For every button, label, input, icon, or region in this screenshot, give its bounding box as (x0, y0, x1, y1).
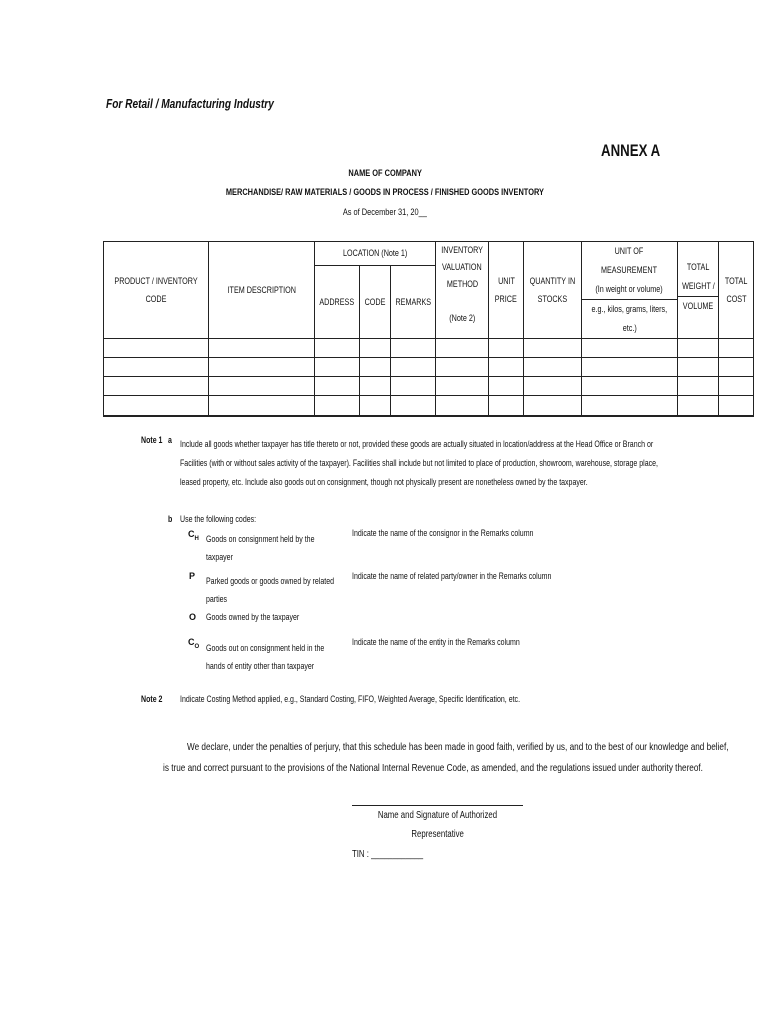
code-p-desc: Parked goods or goods owned by related parties (206, 576, 335, 604)
table-cell[interactable] (489, 377, 524, 396)
code-o: O (189, 612, 197, 622)
table-cell[interactable] (436, 339, 489, 358)
table-cell[interactable] (390, 339, 436, 358)
table-cell[interactable] (315, 339, 360, 358)
signature-caption1: Name and Signature of Authorized (377, 810, 498, 821)
code-p: P (189, 571, 196, 581)
header-location: LOCATION (Note 1) (315, 242, 436, 266)
code-co-instruction: Indicate the name of the entity in the Remarks column (352, 637, 520, 647)
note1-b-intro: Use the following codes: (180, 514, 257, 524)
table-cell[interactable] (359, 377, 390, 396)
header-unit-of-measurement: UNIT OF MEASUREMENT (In weight or volume) e.g., kilos, grams, liters, etc.) (582, 242, 678, 339)
table-cell[interactable] (390, 358, 436, 377)
note1-a-text: Include all goods whether taxpayer has title thereto or not, provided these goods are actually situated in location/address at the Head Office or Branch or Facilities (with or without sales activity of the taxpayer). Facilities shall include but not limited to place of production, showroom, warehouse, storage place, leased property, etc. Include also goods out on consignment, though not physically present are nonetheless owned by the taxpayer. (180, 439, 658, 487)
table-cell[interactable] (359, 358, 390, 377)
table-cell[interactable] (677, 396, 719, 416)
table-cell[interactable] (209, 377, 315, 396)
table-cell[interactable] (489, 396, 524, 416)
table-cell[interactable] (677, 339, 719, 358)
code-o-desc: Goods owned by the taxpayer (206, 612, 300, 622)
table-cell[interactable] (524, 339, 582, 358)
table-row (104, 339, 754, 358)
code-ch-instruction: Indicate the name of the consignor in the Remarks column (352, 528, 534, 538)
header-total-weight: TOTAL WEIGHT / VOLUME (677, 242, 719, 339)
table-cell[interactable] (524, 358, 582, 377)
header-address: ADDRESS (315, 265, 360, 338)
code-ch-desc: Goods on consignment held by the taxpayer (206, 534, 315, 562)
table-cell[interactable] (582, 358, 678, 377)
table-cell[interactable] (719, 396, 754, 416)
code-co: $C_O$ (188, 637, 200, 650)
inventory-table (103, 241, 754, 417)
table-cell[interactable] (677, 377, 719, 396)
table-cell[interactable] (359, 396, 390, 416)
declaration-line2: is true and correct pursuant to the provisions of the National Internal Revenue Code, as amended, and the regulations issued under authority thereof. (163, 762, 703, 774)
table-cell[interactable] (719, 377, 754, 396)
table-cell[interactable] (489, 339, 524, 358)
declaration-line1: We declare, under the penalties of perjury, that this schedule has been made in good faith, verified by us, and to the best of our knowledge and belief, (187, 741, 729, 753)
note1-b-label: b (168, 514, 173, 524)
table-cell[interactable] (524, 396, 582, 416)
table-cell[interactable] (209, 396, 315, 416)
table-cell[interactable] (582, 377, 678, 396)
table-cell[interactable] (209, 358, 315, 377)
header-total-cost: TOTAL COST (719, 242, 754, 339)
code-ch: $C_H$ (188, 529, 199, 542)
signature-line (352, 805, 523, 806)
industry-label: For Retail / Manufacturing Industry (106, 96, 274, 111)
code-co-desc: Goods out on consignment held in the hands of entity other than taxpayer (206, 643, 325, 671)
table-cell[interactable] (104, 358, 209, 377)
header-quantity: QUANTITY IN STOCKS (524, 242, 582, 339)
table-row (104, 358, 754, 377)
table-cell[interactable] (582, 339, 678, 358)
table-cell[interactable] (436, 377, 489, 396)
note1-label: Note 1 (141, 435, 163, 445)
table-cell[interactable] (436, 358, 489, 377)
table-cell[interactable] (315, 377, 360, 396)
inventory-title: MERCHANDISE/ RAW MATERIALS / GOODS IN PROCESS / FINISHED GOODS INVENTORY (225, 187, 545, 198)
table-cell[interactable] (436, 396, 489, 416)
annex-label: ANNEX A (601, 141, 661, 160)
table-cell[interactable] (524, 377, 582, 396)
tin-field[interactable]: TIN : ____________ (352, 849, 424, 860)
table-cell[interactable] (104, 396, 209, 416)
table-cell[interactable] (677, 358, 719, 377)
table-row (104, 377, 754, 396)
as-of-date: As of December 31, 20__ (342, 207, 428, 218)
table-cell[interactable] (104, 339, 209, 358)
header-valuation-method: INVENTORY VALUATION METHOD (Note 2) (436, 242, 489, 339)
table-cell[interactable] (390, 377, 436, 396)
header-remarks: REMARKS (390, 265, 436, 338)
note2-text: Indicate Costing Method applied, e.g., Standard Costing, FIFO, Weighted Average, Specific Identification, etc. (180, 694, 521, 704)
header-product-code: PRODUCT / INVENTORY CODE (104, 242, 209, 339)
header-unit-price: UNIT PRICE (489, 242, 524, 339)
signature-caption2: Representative (411, 829, 464, 840)
table-cell[interactable] (104, 377, 209, 396)
table-cell[interactable] (719, 358, 754, 377)
table-cell[interactable] (390, 396, 436, 416)
table-row (104, 396, 754, 416)
company-name: NAME OF COMPANY (348, 168, 422, 179)
code-p-instruction: Indicate the name of related party/owner in the Remarks column (352, 571, 552, 581)
table-cell[interactable] (315, 358, 360, 377)
header-code: CODE (359, 265, 390, 338)
table-cell[interactable] (315, 396, 360, 416)
note1-a-label: a (168, 435, 172, 445)
table-cell[interactable] (489, 358, 524, 377)
note2-label: Note 2 (141, 694, 163, 704)
header-item-description: ITEM DESCRIPTION (209, 242, 315, 339)
table-cell[interactable] (582, 396, 678, 416)
table-cell[interactable] (719, 339, 754, 358)
table-cell[interactable] (359, 339, 390, 358)
table-cell[interactable] (209, 339, 315, 358)
